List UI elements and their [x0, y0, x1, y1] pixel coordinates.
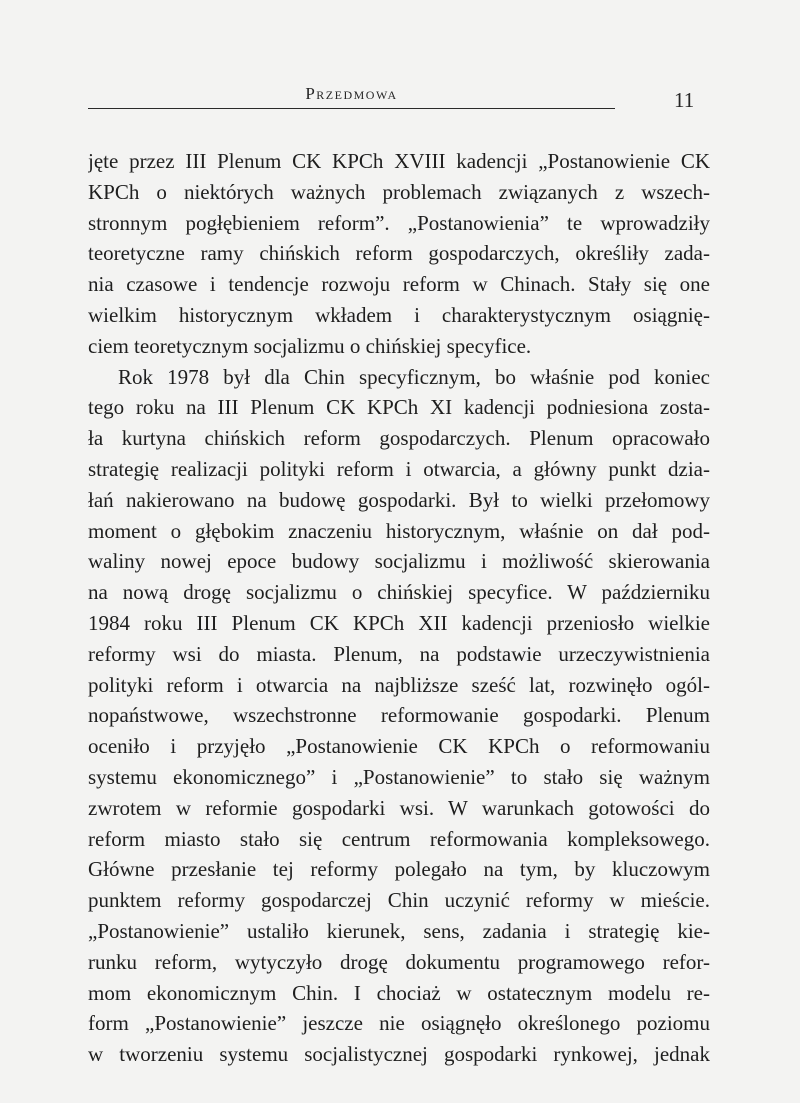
- running-header: [88, 84, 615, 109]
- text-line: łań nakierowano na budowę gospodarki. Był to wielki przełomowy: [88, 487, 710, 512]
- text-line: jęte przez III Plenum CK KPCh XVIII kadencji „Postanowienie CK: [88, 149, 710, 173]
- text-line: teoretyczne ramy chińskich reform gospodarczych, określiły zada-: [88, 241, 710, 266]
- text-line: nia czasowe i tendencje rozwoju reform w Chinach. Stały się one: [88, 272, 710, 297]
- text-line: reformy wsi do miasta. Plenum, na podstawie urzeczywistnienia: [88, 641, 710, 666]
- text-line: mom ekonomicznym Chin. I chociaż w ostatecznym modelu re-: [88, 980, 710, 1005]
- text-line: moment o głębokim znaczeniu historycznym, właśnie on dał pod-: [88, 518, 710, 543]
- page-number: 11: [674, 88, 695, 112]
- text-line: 1984 roku III Plenum CK KPCh XII kadencji przeniosło wielkie: [88, 610, 710, 635]
- text-line: w tworzeniu systemu socjalistycznej gospodarki rynkowej, jednak: [88, 1042, 710, 1067]
- text-line: punktem reformy gospodarczej Chin uczynić reformy w mieście.: [88, 888, 710, 913]
- text-line: polityki reform i otwarcia na najbliższe sześć lat, rozwinęło ogól-: [88, 672, 710, 697]
- text-line: form „Postanowienie” jeszcze nie osiągnęło określonego poziomu: [88, 1011, 710, 1036]
- text-line: wielkim historycznym wkładem i charakterystycznym osiągnię-: [88, 302, 710, 327]
- text-line: KPCh o niektórych ważnych problemach związanych z wszech-: [88, 179, 710, 204]
- text-line: tego roku na III Plenum CK KPCh XI kadencji podniesiona zosta-: [88, 395, 710, 420]
- text-line: strategię realizacji polityki reform i otwarcia, a główny punkt dzia-: [88, 456, 710, 481]
- text-line: zwrotem w reformie gospodarki wsi. W warunkach gotowości do: [88, 795, 710, 820]
- text-line: oceniło i przyjęło „Postanowienie CK KPCh o reformowaniu: [88, 734, 710, 759]
- running-title: Przedmowa: [305, 84, 398, 103]
- text-line: stronnym pogłębieniem reform”. „Postanowienia” te wprowadziły: [88, 210, 710, 235]
- text-line: ła kurtyna chińskich reform gospodarczych. Plenum opracowało: [88, 426, 710, 451]
- text-line: systemu ekonomicznego” i „Postanowienie” to stało się ważnym: [88, 764, 710, 789]
- text-line: „Postanowienie” ustaliło kierunek, sens, zadania i strategię kie-: [88, 918, 710, 943]
- text-line: Rok 1978 był dla Chin specyficznym, bo właśnie pod koniec: [118, 364, 710, 389]
- text-line: ciem teoretycznym socjalizmu o chińskiej specyfice.: [88, 333, 532, 358]
- body-text: [88, 146, 710, 1070]
- text-line: Główne przesłanie tej reformy polegało na tym, by kluczowym: [88, 857, 710, 882]
- text-line: nopaństwowe, wszechstronne reformowanie gospodarki. Plenum: [88, 703, 710, 728]
- text-line: runku reform, wytyczyło drogę dokumentu programowego refor-: [88, 949, 710, 974]
- text-line: na nową drogę socjalizmu o chińskiej specyfice. W październiku: [88, 580, 710, 605]
- text-line: reform miasto stało się centrum reformowania kompleksowego.: [88, 826, 710, 851]
- text-line: waliny nowej epoce budowy socjalizmu i możliwość skierowania: [88, 549, 710, 574]
